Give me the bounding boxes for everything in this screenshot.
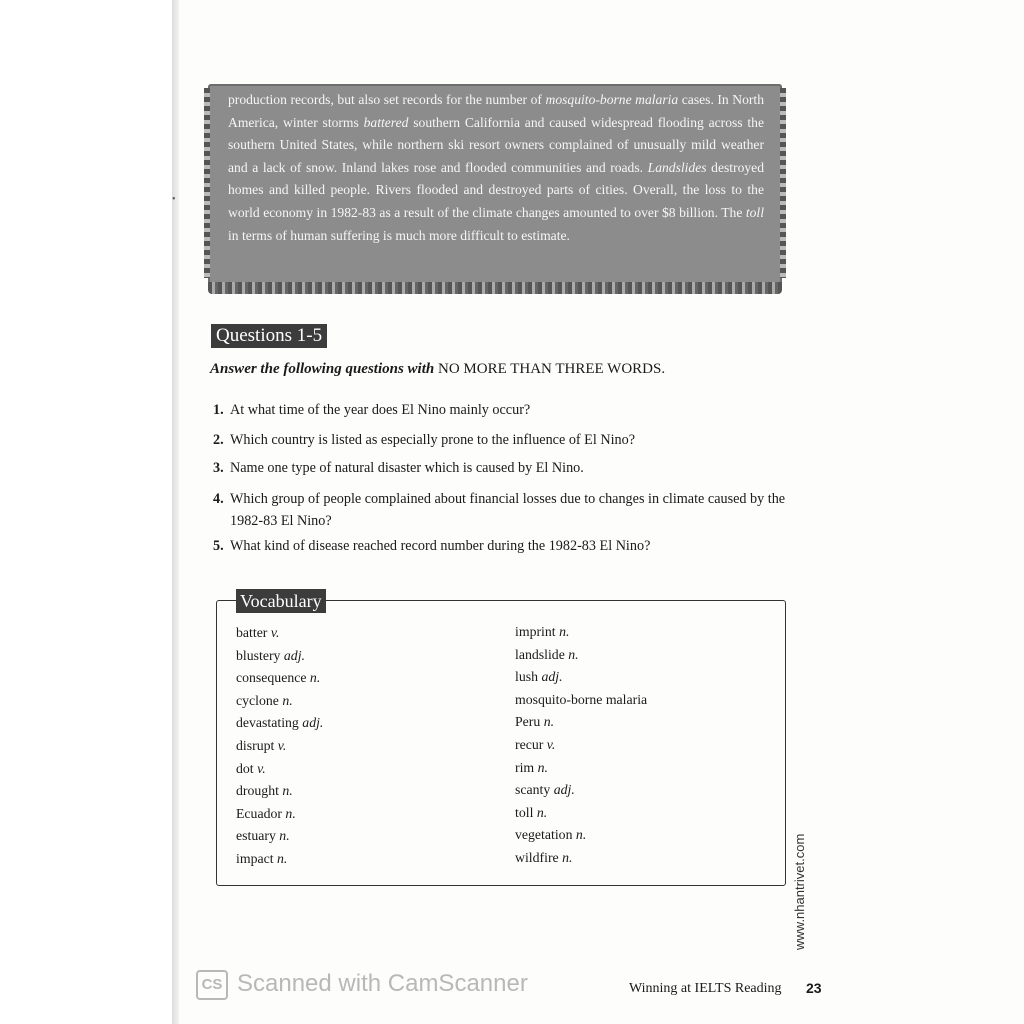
part-of-speech: n. xyxy=(275,828,290,844)
question-3 xyxy=(213,460,584,477)
book-gutter xyxy=(172,0,179,1024)
vocabulary-word: dot xyxy=(236,760,254,776)
part-of-speech: n. xyxy=(278,692,293,708)
vocabulary-word: cyclone xyxy=(236,692,279,708)
vocabulary-entry xyxy=(515,802,647,825)
watermark-url: www.nhantrivet.com xyxy=(792,833,807,950)
vocabulary-word: mosquito-borne malaria xyxy=(515,691,648,707)
vocabulary-word: Ecuador xyxy=(236,805,282,821)
vocabulary-entry xyxy=(515,779,647,802)
part-of-speech: n. xyxy=(564,646,579,662)
vocabulary-entry xyxy=(236,622,323,645)
camscanner-logo-icon: CS xyxy=(196,970,228,1000)
vocabulary-entry xyxy=(515,757,647,780)
camscanner-text: Scanned with CamScanner xyxy=(237,970,528,997)
vocabulary-entry xyxy=(515,689,647,712)
vocabulary-entry xyxy=(236,803,323,826)
scan-left-margin xyxy=(0,0,172,1024)
vocabulary-heading: Vocabulary xyxy=(236,589,326,613)
question-number: 4. xyxy=(213,491,224,507)
vocabulary-word: recur xyxy=(515,736,544,752)
passage-segment: in terms of human suffering is much more difficult to estimate. xyxy=(228,227,570,243)
vocabulary-entry xyxy=(515,644,647,667)
instruction-italic: Answer the following questions with xyxy=(210,361,438,377)
vocabulary-word: blustery xyxy=(236,647,281,663)
part-of-speech: n. xyxy=(306,670,321,686)
vocabulary-word: batter xyxy=(236,625,268,640)
vocabulary-entry xyxy=(236,690,323,713)
vocabulary-word: estuary xyxy=(236,828,276,844)
passage-italic-term: toll xyxy=(745,204,764,220)
vocabulary-entry xyxy=(236,780,323,803)
vocabulary-word: devastating xyxy=(236,715,299,731)
vocabulary-word: vegetation xyxy=(515,827,573,843)
part-of-speech: v. xyxy=(253,760,266,776)
part-of-speech: n. xyxy=(555,624,570,639)
passage-border-right xyxy=(780,88,786,278)
part-of-speech: adj. xyxy=(550,782,575,798)
vocabulary-word: impact xyxy=(236,850,274,866)
vocabulary-word: consequence xyxy=(236,670,307,686)
passage-italic-term: battered xyxy=(363,114,409,130)
vocabulary-word: scanty xyxy=(515,782,551,798)
vocabulary-entry xyxy=(236,667,323,690)
question-number: 3. xyxy=(213,460,224,476)
stray-mark: • xyxy=(172,194,176,205)
vocabulary-entry xyxy=(515,711,647,734)
passage-segment: southern California and caused widespread flooding across the southern United States, while northern ski resort owners complained of unusually mild weather and a lack of snow. Inland lakes rose and flooded communities and roads. xyxy=(228,114,764,175)
page-number: 23 xyxy=(806,980,822,996)
questions-instruction xyxy=(210,361,665,378)
part-of-speech: n. xyxy=(540,714,555,730)
vocabulary-word: rim xyxy=(515,759,535,775)
passage-box xyxy=(208,84,782,284)
question-number: 2. xyxy=(213,432,224,448)
part-of-speech: n. xyxy=(281,805,296,821)
part-of-speech: n. xyxy=(572,827,587,843)
vocabulary-entry xyxy=(515,621,647,644)
passage-segment: destroyed homes and killed people. Rivers flooded and destroyed parts of cities. Overall, the loss to the world economy in 1982-83 as a result of the climate changes amounted to over $8 billion. The xyxy=(228,159,764,220)
vocabulary-word: lush xyxy=(515,669,538,685)
question-number: 1. xyxy=(213,402,224,418)
question-number: 5. xyxy=(213,538,224,554)
passage-italic-term: Landslides xyxy=(647,159,707,175)
question-text: Which country is listed as especially prone to the influence of El Nino? xyxy=(230,432,636,448)
passage-italic-term: mosquito-borne malaria xyxy=(545,92,679,107)
vocabulary-left-column xyxy=(236,622,323,871)
vocabulary-entry xyxy=(515,847,647,870)
vocabulary-entry xyxy=(236,645,323,668)
passage-border-left xyxy=(204,88,210,278)
question-4 xyxy=(213,488,800,532)
question-text: Name one type of natural disaster which is caused by El Nino. xyxy=(230,460,584,476)
part-of-speech: adj. xyxy=(298,715,324,731)
part-of-speech: v. xyxy=(543,736,556,752)
part-of-speech: n. xyxy=(533,804,548,820)
part-of-speech: adj. xyxy=(538,669,563,685)
vocabulary-word: wildfire xyxy=(515,849,559,865)
instruction-caps: NO MORE THAN THREE WORDS. xyxy=(437,361,666,377)
question-text: At what time of the year does El Nino mainly occur? xyxy=(230,402,531,418)
vocabulary-right-column xyxy=(515,621,647,870)
vocabulary-entry xyxy=(236,758,323,781)
passage-segment: cases. In North America, winter storms xyxy=(228,92,764,130)
question-text: Which group of people complained about financial losses due to changes in climate caused by the 1982-83 El Nino? xyxy=(230,491,786,529)
passage-segment: production records, but also set records for the number of xyxy=(228,92,546,107)
part-of-speech: adj. xyxy=(280,647,305,663)
question-5 xyxy=(213,538,650,555)
vocabulary-word: imprint xyxy=(515,624,556,639)
vocabulary-entry xyxy=(236,848,323,871)
vocabulary-word: drought xyxy=(236,783,279,799)
vocabulary-entry xyxy=(236,735,323,758)
vocabulary-entry xyxy=(515,824,647,847)
question-1 xyxy=(213,402,530,419)
vocabulary-entry xyxy=(515,734,647,757)
vocabulary-word: landslide xyxy=(515,646,565,662)
vocabulary-word: Peru xyxy=(515,714,541,730)
part-of-speech: n. xyxy=(534,759,548,775)
passage-text xyxy=(228,89,764,247)
part-of-speech: n. xyxy=(278,783,293,799)
vocabulary-entry xyxy=(515,666,647,689)
part-of-speech: n. xyxy=(273,850,288,866)
passage-border-bottom xyxy=(208,282,782,294)
part-of-speech: v. xyxy=(267,625,280,640)
footer-book-title: Winning at IELTS Reading xyxy=(629,981,782,996)
questions-heading: Questions 1-5 xyxy=(211,324,327,348)
vocabulary-word: disrupt xyxy=(236,737,275,753)
vocabulary-entry xyxy=(236,825,323,848)
vocabulary-word: toll xyxy=(515,804,534,820)
question-2 xyxy=(213,432,635,449)
vocabulary-entry xyxy=(236,712,323,735)
question-text: What kind of disease reached record number during the 1982-83 El Nino? xyxy=(230,538,651,554)
part-of-speech: v. xyxy=(274,737,287,753)
part-of-speech: n. xyxy=(558,849,573,865)
